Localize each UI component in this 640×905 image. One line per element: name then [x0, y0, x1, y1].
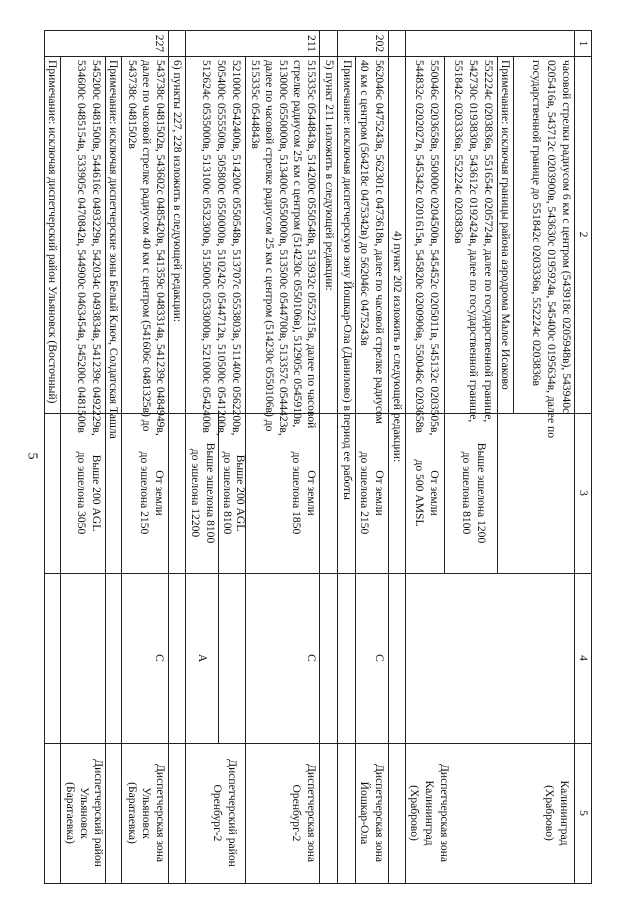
zone-name: Диспетчерская зона — [438, 763, 451, 863]
section-heading: 5) пункт 211 изложить в следующей редакции: — [323, 60, 336, 291]
altitude-limits: до эшелона 2150 — [358, 451, 371, 535]
coordinates-text: 542730с 0193830в, 543612с 0192424в, далее по государственной границе, — [467, 60, 480, 423]
row-number: 202 — [373, 34, 386, 53]
coordinates-text: далее по часовой стрелке радиусом 40 км с центром (541606с 0481325в) до — [140, 60, 153, 432]
col-divider — [45, 413, 591, 414]
coordinates-text: 543738с 0481502в — [126, 60, 139, 149]
coordinates-text: государственной границе до 551842с 0203336в, 552224с 0203836в — [530, 60, 543, 387]
coordinates-text: 534600с 0485154в, 533905с 0470842в, 544900с 0463454в, 545200с 0481500в — [75, 60, 88, 433]
coordinates-text: 550046с 0203658в, 550000с 0204500в, 545452с 0205011в, 545132с 0203505в, — [428, 60, 441, 436]
zone-name: Диспетчерская зона — [373, 763, 386, 863]
section-heading: 4) пункт 202 изложить в следующей редакции: — [391, 231, 404, 463]
altitude-limits: От земли — [428, 470, 441, 516]
airspace-class: С — [373, 654, 386, 662]
altitude-limits: От земли — [305, 470, 318, 516]
zone-name: Диспетчерский район — [92, 759, 105, 867]
coordinates-text: стрелке радиусом 25 км с центром (514230с 0550106в), 512905с 0545910в, — [291, 60, 304, 428]
altitude-limits: Выше эшелона 1200 — [475, 442, 488, 544]
row-divider — [444, 56, 445, 573]
note-text: Примечание: исключая границы района аэродрома Малое Исаково — [499, 60, 512, 390]
altitude-limits: до 500 AMSL — [413, 459, 426, 527]
zone-name: (Храброво) — [408, 785, 421, 841]
row-divider — [513, 56, 514, 413]
altitude-limits: Выше эшелона 8100 — [204, 442, 217, 544]
header-col-5: 5 — [577, 810, 590, 816]
row-divider — [60, 56, 61, 883]
coordinates-text: 505400с 0555500в, 505800с 0550000в, 510242с 0544712в, 510500с 0541200в, — [215, 60, 228, 436]
note-text: Примечание: исключая диспетчерскую зону Йошкар-Ола (Данилово) в период ее работы — [341, 60, 354, 500]
coordinates-text: 544832с 0202027в, 545342с 0201615в, 545820с 0200906в, 550046с 0203658в — [413, 60, 426, 433]
header-col-2: 2 — [577, 231, 590, 238]
airspace-table — [44, 30, 592, 884]
zone-name: Калининград — [558, 780, 571, 846]
note-text: Примечание: исключая диспетчерский район Ульяновск (Восточный) — [46, 60, 59, 404]
airspace-class: С — [305, 654, 318, 662]
coordinates-text: 513000с 0550000в, 513400с 0550000в, 513500с 0544700в, 513357с 0544423в, — [277, 60, 290, 436]
header-col-3: 3 — [577, 490, 590, 496]
zone-name: Оренбург-2 — [290, 784, 303, 842]
coordinates-text: 515335с 0544843в, 514200с 0550548в, 513932с 0552215в, далее по часовой — [305, 60, 318, 429]
coordinates-text: 521000с 0542400в, 514200с 0550548в, 513707с 0553803в, 511400с 0562200в, — [230, 60, 243, 436]
coordinates-text: далее по часовой стрелке радиусом 25 км с центром (514230с 0550106в) до — [263, 60, 276, 432]
altitude-limits: до эшелона 8100 — [221, 451, 234, 535]
altitude-limits: От земли — [373, 470, 386, 516]
altitude-limits: до эшелона 3050 — [75, 451, 88, 535]
zone-name: Ульяновск — [78, 787, 91, 839]
altitude-limits: до эшелона 1850 — [290, 451, 303, 535]
coordinates-text: 552224с 0203836в, 551654с 0205724в, далее по государственной границе, — [482, 60, 495, 423]
row-number: 211 — [305, 35, 318, 52]
row-divider — [337, 31, 338, 883]
coordinates-text: 512624с 0535000в, 513100с 0532300в, 515000с 0533000в, 521000с 0542400в — [200, 60, 213, 433]
col-divider — [45, 573, 591, 574]
row-divider — [319, 31, 320, 883]
coordinates-text: 515335с 0544843в — [249, 60, 262, 149]
section-heading: 6) пункты 227, 228 изложить в следующей редакции: — [171, 60, 184, 323]
col-divider — [45, 56, 591, 57]
coordinates-text: часовой стрелки радиусом 6 км с центром (543918с 0205948в), 543940с — [560, 60, 573, 414]
header-col-4: 4 — [577, 655, 590, 661]
altitude-limits: до эшелона 8100 — [460, 451, 473, 535]
zone-name: (Баратаевка) — [64, 782, 77, 844]
coordinates-text: 543738с 0481502в, 543602с 0485420в, 541359с 0483314в, 541239с 0484949в, — [154, 60, 167, 436]
note-text: Примечание: исключая диспетчерские зоны Белый Ключ, Солдатская Ташла — [107, 60, 120, 439]
zone-name: Йошкар-Ола — [358, 781, 371, 845]
zone-name: Калининград — [423, 780, 436, 846]
zone-name: Оренбург-2 — [211, 784, 224, 842]
zone-name: Диспетчерская зона — [305, 763, 318, 863]
zone-name: (Храброво) — [543, 785, 556, 841]
row-divider — [185, 31, 186, 883]
page-number: 5 — [24, 452, 40, 460]
altitude-limits: Выше 200 AGL — [234, 454, 247, 532]
zone-name: Диспетчерская зона — [154, 763, 167, 863]
altitude-limits: От земли — [153, 470, 166, 516]
row-number: 227 — [153, 34, 166, 53]
altitude-limits: Выше 200 AGL — [90, 454, 103, 532]
altitude-limits: до эшелона 12200 — [189, 448, 202, 538]
coordinates-text: 40 км с центром (564218с 0475342в) до 562046с 0475243в — [358, 60, 371, 346]
zone-name: (Баратаевка) — [126, 782, 139, 844]
altitude-limits: до эшелона 2150 — [138, 451, 151, 535]
airspace-class: А — [196, 653, 209, 663]
zone-name: Диспетчерский район — [226, 759, 239, 867]
row-divider — [121, 56, 122, 883]
coordinates-text: 562046с 0475243в, 562301с 0473618в, далее по часовой стрелке радиусом — [373, 60, 386, 424]
coordinates-text: 551842с 0203336в, 552224с 0203836в — [452, 60, 465, 244]
coordinates-text: 545200с 0481500в, 544616с 0493229в, 542034с 0493834в, 541239с 0492229в, — [90, 60, 103, 436]
header-col-1: 1 — [577, 40, 590, 47]
zone-name: Ульяновск — [140, 787, 153, 839]
coordinates-text: 0205416в, 543712с 0203900в, 543630с 0195924в, 545400с 0195634в, далее по — [545, 60, 558, 438]
airspace-class: С — [153, 654, 166, 662]
